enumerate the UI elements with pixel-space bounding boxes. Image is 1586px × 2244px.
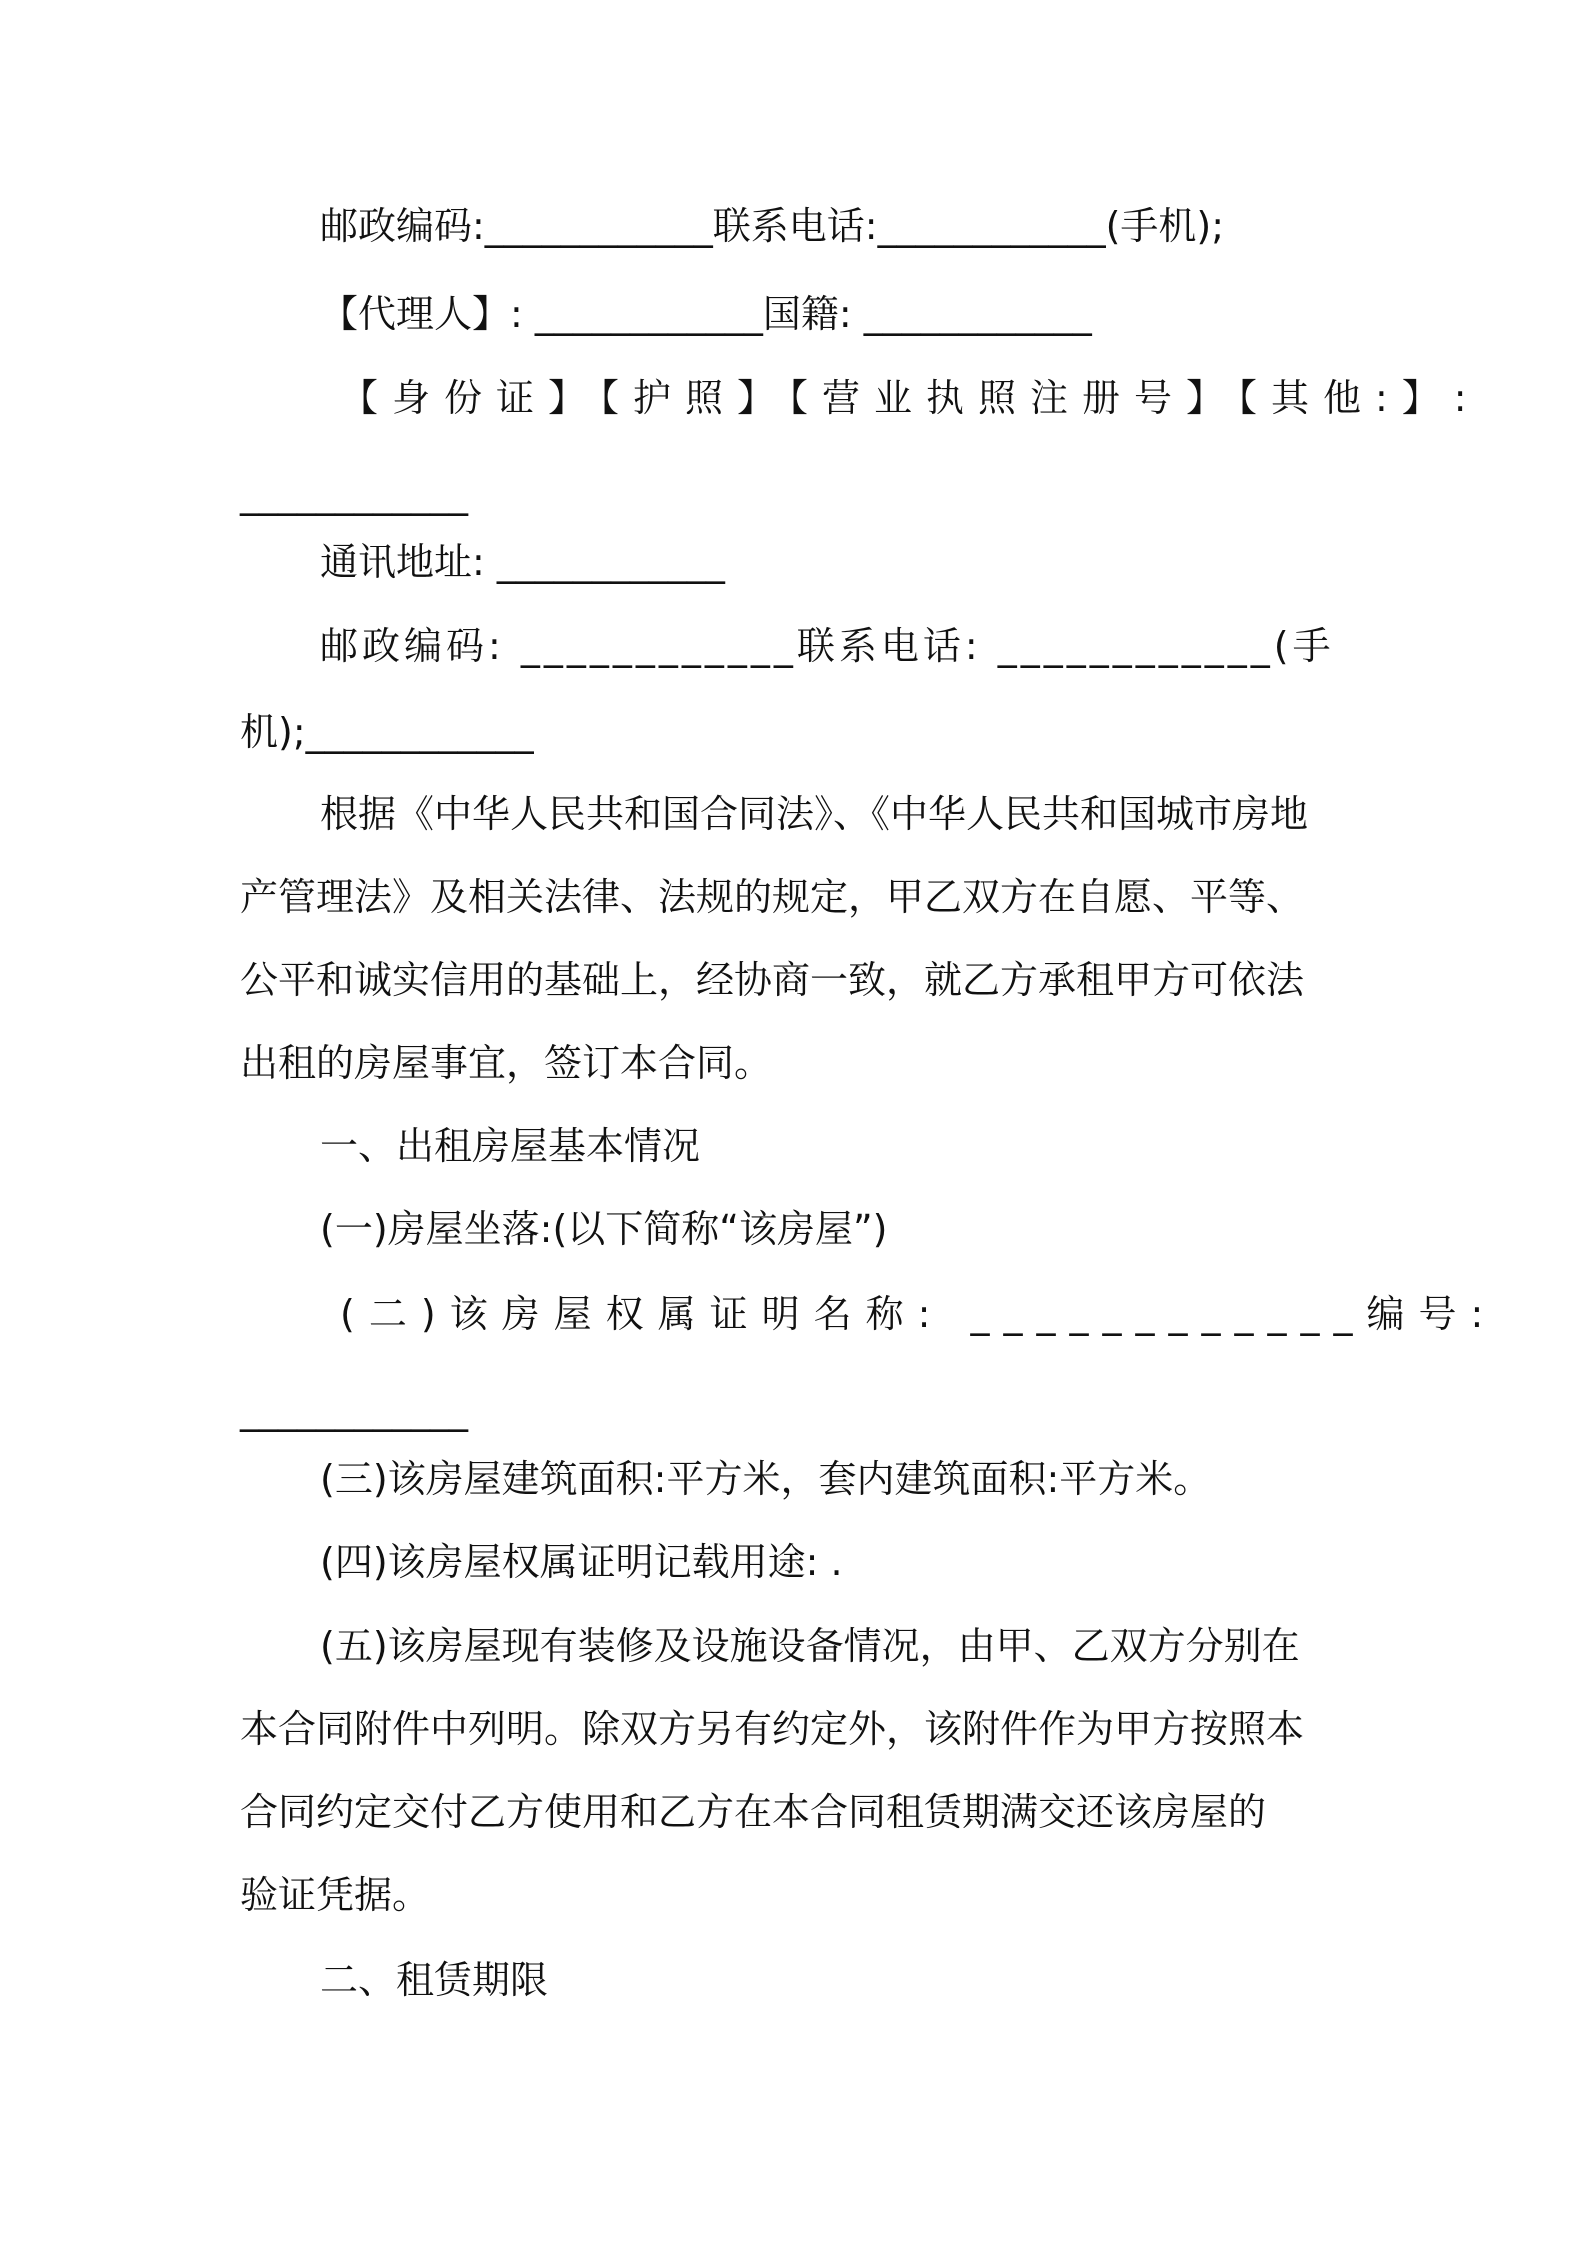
item-3-area: (三)该房屋建筑面积:平方米，套内建筑面积:平方米。 (320, 1457, 1212, 1501)
postal-phone-line-2: 邮政编码: ____________联系电话: ____________(手 (320, 624, 1335, 668)
preamble-line-2: 产管理法》及相关法律、法规的规定，甲乙双方在自愿、平等、 (240, 875, 1305, 919)
address-line: 通讯地址: ____________ (320, 540, 725, 584)
mobile-continuation-line: 机);____________ (240, 710, 534, 754)
preamble-line-1: 根据《中华人民共和国合同法》、《中华人民共和国城市房地 (320, 792, 1309, 836)
id-type-line: 【身份证】【护照】【营业执照注册号】【其他:】: (340, 376, 1481, 420)
item-1-location: (一)房屋坐落:(以下简称“该房屋”) (320, 1207, 888, 1251)
section-2-heading: 二、租赁期限 (320, 1958, 549, 2002)
item-5-line-3: 合同约定交付乙方使用和乙方在本合同租赁期满交还该房屋的 (240, 1790, 1267, 1834)
section-1-heading: 一、出租房屋基本情况 (320, 1124, 701, 1168)
preamble-line-4: 出租的房屋事宜，签订本合同。 (240, 1041, 773, 1085)
item-5-line-2: 本合同附件中列明。除双方另有约定外，该附件作为甲方按照本 (240, 1707, 1305, 1751)
item-5-line-4: 验证凭据。 (240, 1873, 431, 1917)
preamble-line-3: 公平和诚实信用的基础上，经协商一致，就乙方承租甲方可依法 (240, 958, 1305, 1002)
item-2-certificate: (二)该房屋权属证明名称: ____________编号: (340, 1292, 1498, 1336)
item-5-line-1: (五)该房屋现有装修及设施设备情况，由甲、乙双方分别在 (320, 1624, 1300, 1668)
postal-phone-line-1: 邮政编码:____________联系电话:____________(手机); (320, 204, 1225, 248)
certificate-number-blank: ____________ (240, 1388, 468, 1432)
id-blank-line: ____________ (240, 472, 468, 516)
item-4-usage: (四)该房屋权属证明记载用途: . (320, 1540, 843, 1584)
agent-nationality-line: 【代理人】: ____________国籍: ____________ (320, 292, 1092, 336)
